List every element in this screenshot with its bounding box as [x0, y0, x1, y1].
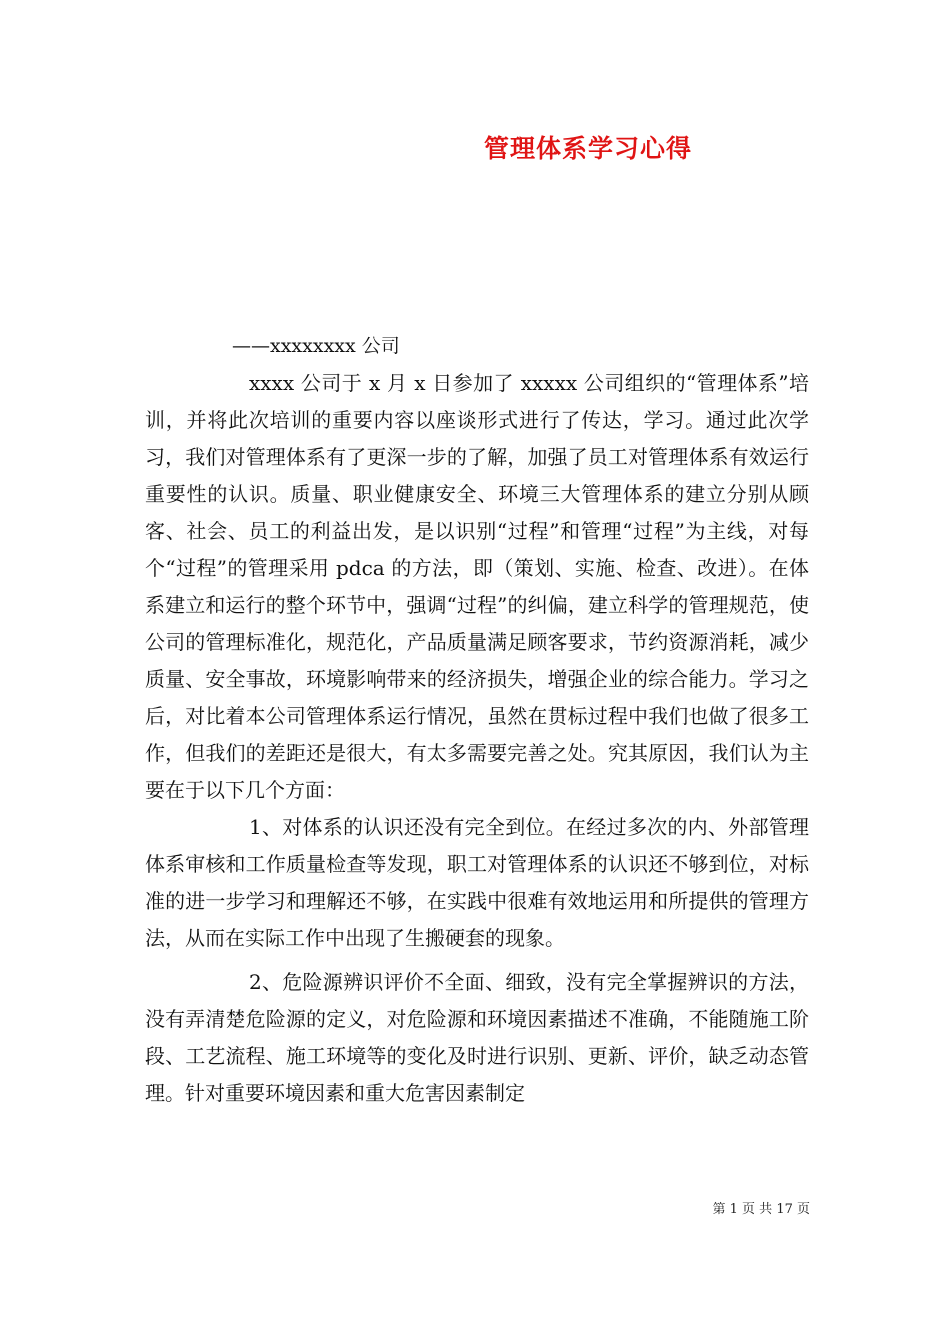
document-title: 管理体系学习心得: [483, 134, 692, 163]
paragraph-point-1: 1、对体系的认识还没有完全到位。在经过多次的内、外部管理体系审核和工作质量检查等发现，职工对管理体系的认识还不够到位，对标准的进一步学习和理解还不够，在实践中很难有效地运用和所提供的管理方法，从而在实际工作中出现了生搬硬套的现象。: [145, 815, 809, 950]
document-body: [145, 365, 809, 1112]
author-byline: ——xxxxxxxx 公司: [232, 335, 400, 357]
paragraph-intro: xxxx 公司于 x 月 x 日参加了 xxxxx 公司组织的“管理体系”培训，并将此次培训的重要内容以座谈形式进行了传达，学习。通过此次学习，我们对管理体系有了更深一步的了解，加强了员工对管理体系有效运行重要性的认识。质量、职业健康安全、环境三大管理体系的建立分别从顾客、社会、员工的利益出发，是以识别“过程”和管理“过程”为主线，对每个“过程”的管理采用 pdca 的方法，即（策划、实施、检查、改进）。在体系建立和运行的整个环节中，强调“过程”的纠偏，建立科学的管理规范，使公司的管理标准化，规范化，产品质量满足顾客要求，节约资源消耗，减少质量、安全事故，环境影响带来的经济损失，增强企业的综合能力。学习之后，对比着本公司管理体系运行情况，虽然在贯标过程中我们也做了很多工作，但我们的差距还是很大，有太多需要完善之处。究其原因，我们认为主要在于以下几个方面：: [145, 371, 809, 802]
paragraph-point-2: 2、危险源辨识评价不全面、细致，没有完全掌握辨识的方法，没有弄清楚危险源的定义，对危险源和环境因素描述不准确，不能随施工阶段、工艺流程、施工环境等的变化及时进行识别、更新、评价，缺乏动态管理。针对重要环境因素和重大危害因素制定: [145, 970, 809, 1105]
page-number-footer: 第 1 页 共 17 页: [712, 1202, 810, 1217]
